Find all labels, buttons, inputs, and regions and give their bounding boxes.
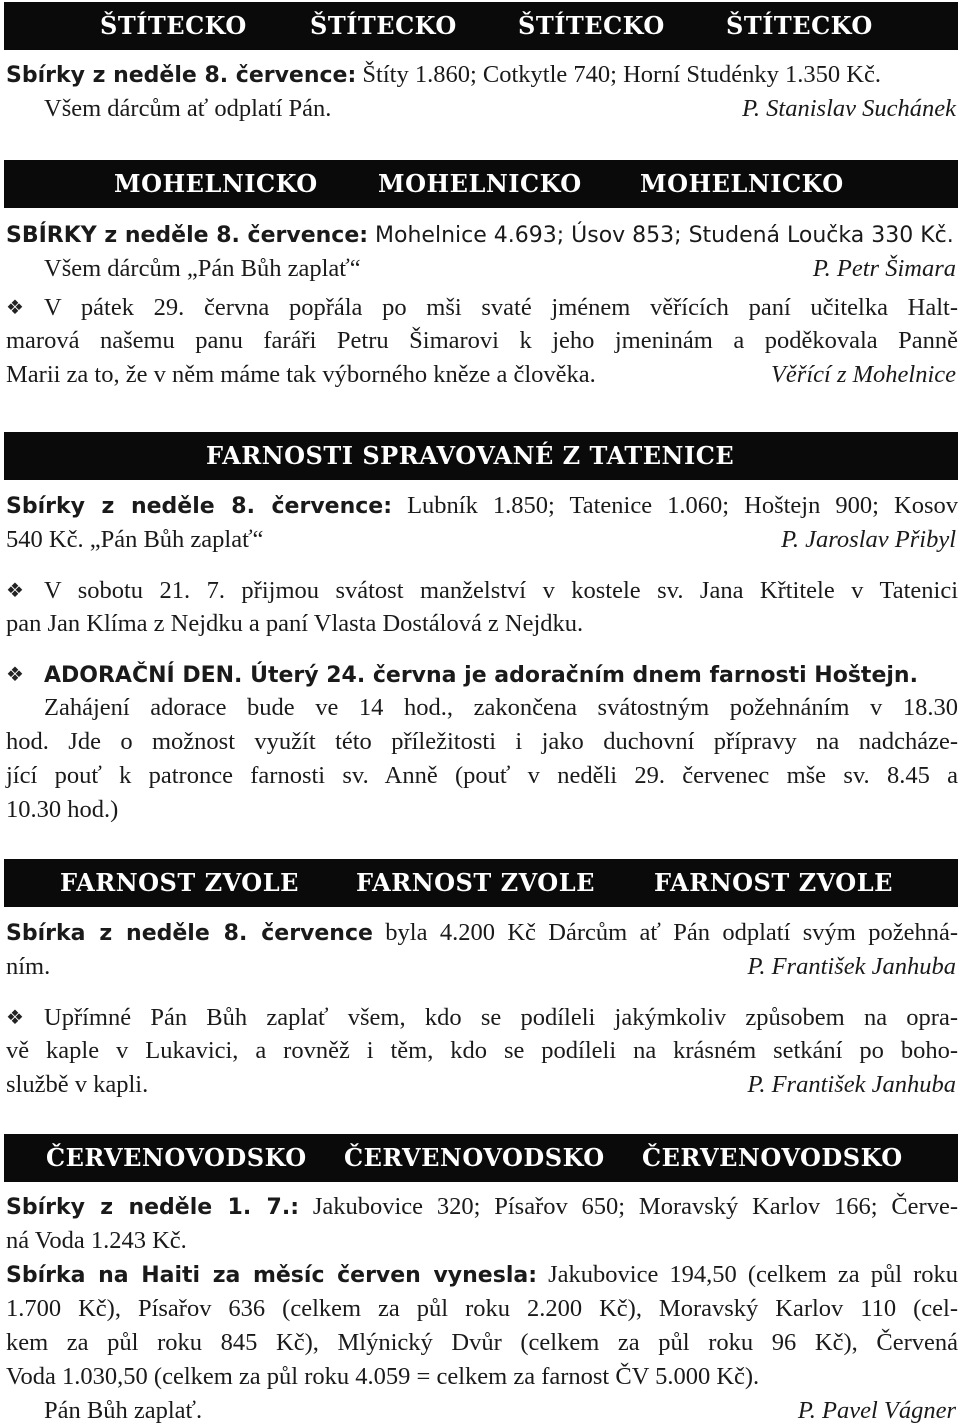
adoration-line: hod. Jde o možnost využít této příležitosti i jako duchovní přípravy na nadcháze- [6,728,958,755]
thanks-text: Všem dárcům ať odplatí Pán. [44,95,332,122]
collection-label: Sbírky z neděle 8. července: [6,494,393,519]
banner-title: ŠTÍTECKO [518,11,665,40]
collection-label: Sbírka z neděle 8. července [6,921,373,946]
adoration-line: Zahájení adorace bude ve 14 hod., zakončena svátostným požehnáním v 18.30 [44,694,958,721]
thanks-line [6,252,958,286]
signature: P. Jaroslav Přibyl [781,526,956,553]
haiti-line: kem za půl roku 845 Kč), Mlýnický Dvůr (celkem za půl roku 96 Kč), Červená [6,1329,958,1356]
collection-line: ním. P. František Janhuba [6,950,958,984]
collection-label: Sbírky z neděle 1. 7.: [6,1195,300,1220]
banner-tatenice [4,432,958,480]
note-signature: Věřící z Mohelnice [770,361,956,388]
note-line: Marii za to, že v něm máme tak výborného kněze a člověka. Věřící z Mohelnice [6,358,958,392]
collection-line [6,218,958,252]
diamond-bullet-icon: ❖ [6,1005,24,1029]
thanks-line [6,92,958,126]
banner-cervenovodsko [4,1134,958,1182]
signature: P. Pavel Vágner [797,1397,956,1424]
note-line: ❖ V pátek 29. června popřála po mši svaté jménem věřících paní učitelka Halt- [6,290,958,324]
thanks-line: ❖ Upřímné Pán Bůh zaplať všem, kdo se podíleli jakýmkoliv způsobem na opra- [6,1000,958,1034]
signature: P. František Janhuba [747,953,956,980]
collection-line [6,1190,958,1224]
thanks-text: Všem dárcům „Pán Bůh zaplať“ [44,255,361,282]
thanks-line: službě v kapli. P. František Janhuba [6,1068,958,1102]
haiti-line: 1.700 Kč), Písařov 636 (celkem za půl roku 2.200 Kč), Moravský Karlov 110 (cel- [6,1295,958,1322]
banner-title: ČERVENOVODSKO [46,1143,307,1172]
diamond-bullet-icon: ❖ [6,578,24,602]
collection-label: Sbírky z neděle 8. července: [6,63,357,88]
wedding-line: pan Jan Klíma z Nejdku a paní Vlasta Dostálová z Nejdku. [6,610,584,637]
banner-title: ČERVENOVODSKO [344,1143,605,1172]
haiti-line [6,1258,958,1292]
haiti-text: Jakubovice 194,50 (celkem za půl roku [537,1261,958,1288]
thanks-line: vě kaple v Lukavici, a rovněž i těm, kdo se podíleli na krásném setkání po boho- [6,1037,958,1064]
wedding-line: ❖ V sobotu 21. 7. přijmou svátost manželství v kostele sv. Jana Křtitele v Tatenici [6,573,958,607]
diamond-bullet-icon: ❖ [6,662,24,686]
haiti-line: Voda 1.030,50 (celkem za půl roku 4.059 = celkem za farnost ČV 5.000 Kč). [6,1363,760,1390]
banner-title: ŠTÍTECKO [310,11,457,40]
banner-title: FARNOST ZVOLE [60,868,299,897]
banner-title: MOHELNICKO [378,169,582,198]
banner-stitecko [4,2,958,50]
collection-line [6,916,958,950]
collection-line: 540 Kč. „Pán Bůh zaplať“ P. Jaroslav Přibyl [6,523,958,557]
thanks-line [6,1394,958,1428]
collection-line: ná Voda 1.243 Kč. [6,1227,187,1254]
collection-text: Štíty 1.860; Cotkytle 740; Horní Studénky 1.350 Kč. [356,61,881,88]
banner-title: MOHELNICKO [640,169,844,198]
thanks-text: Pán Bůh zaplať. [44,1397,203,1424]
adoration-line: 10.30 hod.) [6,796,119,823]
section-stitecko [6,58,958,126]
collection-line [6,489,958,523]
adoration-title-line [6,657,958,691]
banner-title: ŠTÍTECKO [726,11,873,40]
diamond-bullet-icon: ❖ [6,295,24,319]
collection-text: Mohelnice 4.693; Úsov 853; Studená Loučka 330 Kč. [368,223,954,248]
banner-title: FARNOST ZVOLE [356,868,595,897]
section-tatenice [6,489,958,827]
section-mohelnicko [6,218,958,392]
banner-title: ČERVENOVODSKO [642,1143,903,1172]
collection-line [6,58,958,92]
banner-title: FARNOST ZVOLE [654,868,893,897]
adoration-title: ADORAČNÍ DEN. Úterý 24. června je adoračním dnem farnosti Hoštejn. [44,663,918,688]
adoration-line: jící pouť k patronce farnosti sv. Anně (pouť v neděli 29. červenec mše sv. 8.45 a [6,762,958,789]
banner-mohelnicko [4,160,958,208]
banner-title: FARNOSTI SPRAVOVANÉ Z TATENICE [206,441,735,470]
banner-zvole [4,859,958,907]
section-cervenovodsko [6,1190,958,1428]
collection-text: byla 4.200 Kč Dárcům ať Pán odplatí svým požehná- [372,919,958,946]
thanks-signature: P. František Janhuba [747,1071,956,1098]
collection-text: Jakubovice 320; Písařov 650; Moravský Karlov 166; Červe- [299,1193,958,1220]
signature: P. Stanislav Suchánek [742,95,956,122]
collection-text: Lubník 1.850; Tatenice 1.060; Hoštejn 900; Kosov [392,492,958,519]
collection-label: SBÍRKY z neděle 8. července: [6,223,369,248]
banner-title: MOHELNICKO [114,169,318,198]
haiti-label: Sbírka na Haiti za měsíc červen vynesla: [6,1263,538,1288]
banner-title: ŠTÍTECKO [100,11,247,40]
section-zvole [6,916,958,1102]
note-line: marová našemu panu faráři Petru Šimarovi k jeho jmeninám a poděkovala Panně [6,327,958,354]
signature: P. Petr Šimara [812,255,956,282]
